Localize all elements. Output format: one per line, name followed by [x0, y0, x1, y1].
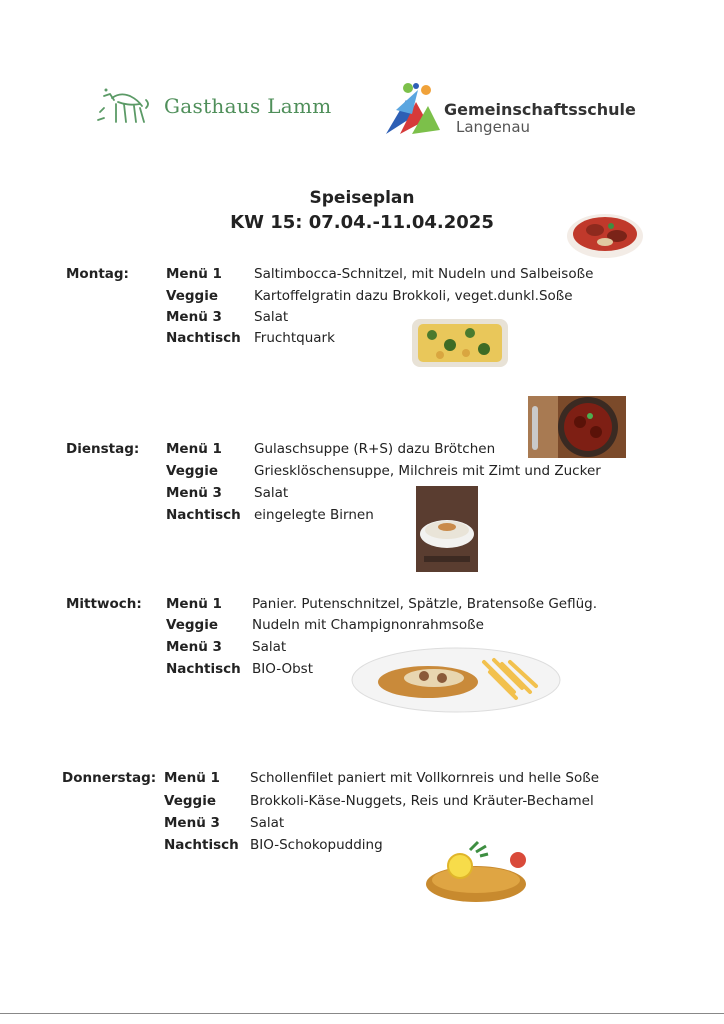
- menu-label: Menü 3: [166, 639, 222, 655]
- menu-dish: Salat: [250, 815, 285, 831]
- school-emblem-icon: [382, 80, 448, 140]
- week-range: KW 15: 07.04.-11.04.2025: [230, 212, 494, 233]
- menu-label: Veggie: [164, 793, 216, 809]
- school-town: Langenau: [456, 118, 531, 136]
- menu-dish: eingelegte Birnen: [254, 507, 374, 523]
- food-image-milchreis: [416, 486, 478, 572]
- menu-dish: Salat: [254, 485, 289, 501]
- menu-dish: Panier. Putenschnitzel, Spätzle, Bratensoße Geflüg.: [252, 596, 598, 612]
- menu-dish: Schollenfilet paniert mit Vollkornreis und helle Soße: [250, 770, 600, 786]
- day-label-dienstag: Dienstag:: [66, 441, 140, 457]
- menu-label: Menü 1: [164, 770, 220, 786]
- food-image-gulasch: [528, 396, 626, 458]
- menu-label: Nachtisch: [164, 837, 239, 853]
- menu-label: Menü 3: [164, 815, 220, 831]
- menu-label: Veggie: [166, 617, 218, 633]
- menu-label: Menü 3: [166, 485, 222, 501]
- menu-dish: Kartoffelgratin dazu Brokkoli, veget.dunkl.Soße: [254, 288, 573, 304]
- menu-dish: Griesklöschensuppe, Milchreis mit Zimt und Zucker: [254, 463, 601, 479]
- menu-dish: BIO-Obst: [252, 661, 314, 677]
- menu-dish: BIO-Schokopudding: [250, 837, 383, 853]
- menu-label: Nachtisch: [166, 330, 241, 346]
- menu-label: Menü 1: [166, 266, 222, 282]
- day-label-donnerstag: Donnerstag:: [62, 770, 157, 786]
- day-label-mittwoch: Mittwoch:: [66, 596, 142, 612]
- menu-label: Nachtisch: [166, 661, 241, 677]
- scan-edge-divider: [0, 1013, 724, 1014]
- menu-label: Veggie: [166, 288, 218, 304]
- food-image-gratin: [410, 315, 510, 371]
- menu-dish: Saltimbocca-Schnitzel, mit Nudeln und Salbeisoße: [254, 266, 594, 282]
- menu-dish: Brokkoli-Käse-Nuggets, Reis und Kräuter-Bechamel: [250, 793, 594, 809]
- menu-label: Nachtisch: [166, 507, 241, 523]
- day-label-montag: Montag:: [66, 266, 129, 282]
- food-image-putenschnitzel: [344, 642, 570, 714]
- menu-dish: Salat: [254, 309, 289, 325]
- menu-dish: Salat: [252, 639, 287, 655]
- lamb-icon: [90, 80, 160, 130]
- menu-label: Menü 3: [166, 309, 222, 325]
- menu-label: Menü 1: [166, 596, 222, 612]
- restaurant-name: Gasthaus Lamm: [164, 94, 332, 118]
- menu-dish: Gulaschsuppe (R+S) dazu Brötchen: [254, 441, 496, 457]
- school-logo: [382, 80, 642, 140]
- menu-dish: Fruchtquark: [254, 330, 335, 346]
- school-name: Gemeinschaftsschule: [444, 100, 636, 119]
- food-image-saltimbocca: [565, 210, 645, 260]
- menu-dish: Nudeln mit Champignonrahmsoße: [252, 617, 484, 633]
- food-image-schollenfilet: [420, 830, 532, 912]
- gasthaus-lamm-logo: [90, 80, 340, 130]
- menu-label: Veggie: [166, 463, 218, 479]
- menu-label: Menü 1: [166, 441, 222, 457]
- page-title: Speiseplan: [309, 188, 415, 208]
